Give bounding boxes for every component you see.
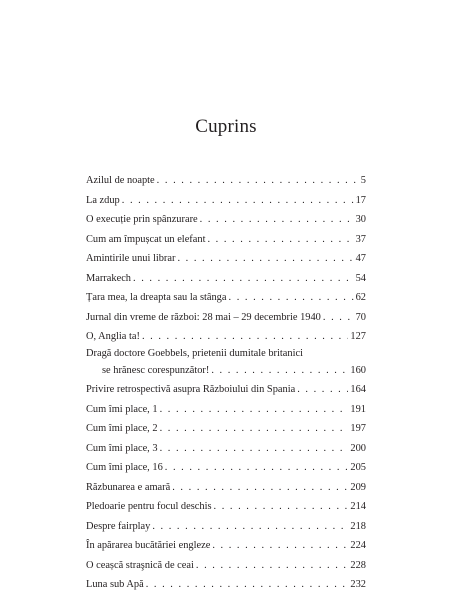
toc-entry-title: În apărarea bucătăriei engleze [86, 540, 211, 551]
toc-entry[interactable] [86, 380, 366, 400]
toc-entry-page: 62 [355, 292, 366, 303]
toc-entry-title: Jurnal din vreme de război: 28 mai – 29 decembrie 1940 [86, 311, 321, 323]
toc-entry-title: Marrakech [86, 272, 131, 284]
toc-entry[interactable] [86, 478, 366, 498]
toc-entry-title: O ceașcă straşnică de ceai [86, 559, 194, 571]
toc-entry-title: Răzbunarea e amară [86, 481, 171, 493]
toc-entry[interactable] [86, 419, 366, 439]
toc-entry-title: Cum îmi place, 3 [86, 442, 158, 454]
toc-entry-page: 218 [350, 520, 366, 532]
dot-leader [160, 419, 349, 439]
toc-entry[interactable] [86, 191, 366, 211]
toc-entry-title: Țara mea, la dreapta sau la stânga [86, 292, 227, 303]
dot-leader [142, 327, 348, 347]
toc-entry-page: 200 [350, 442, 366, 454]
toc-entry-page: 70 [355, 311, 366, 323]
dot-leader [133, 269, 354, 289]
dot-leader [211, 361, 348, 381]
toc-entry-title: Amintirile unui librar [86, 253, 176, 264]
toc-entry-title: O execuție prin spânzurare [86, 214, 198, 225]
toc-entry[interactable] [86, 230, 366, 250]
toc-entry-title: Privire retrospectivă asupra Războiului din Spania [86, 384, 296, 395]
dot-leader [160, 439, 349, 459]
dot-leader [196, 556, 349, 576]
toc-entry[interactable] [86, 400, 366, 420]
toc-entry[interactable] [86, 288, 366, 308]
toc-entry[interactable] [86, 327, 366, 347]
toc-entry[interactable] [86, 458, 366, 478]
toc-entry-page: 30 [355, 214, 366, 225]
toc-entry-title: Cum îmi place, 2 [86, 423, 158, 434]
dot-leader [212, 536, 348, 556]
toc-entry-page: 224 [350, 540, 366, 551]
toc-entry[interactable] [86, 347, 366, 381]
toc-entry-page: 191 [350, 403, 366, 415]
toc-entry-page: 160 [350, 364, 366, 376]
toc-entry-page: 47 [355, 253, 366, 264]
toc-entry-title: Cum îmi place, 1 [86, 403, 158, 415]
page-title: Cuprins [195, 116, 257, 137]
toc-entry-title: Pledoarie pentru focul deschis [86, 501, 212, 512]
toc-entry-title: Cum am împușcat un elefant [86, 233, 206, 245]
toc-entry-title: Azilul de noapte [86, 175, 155, 186]
toc-entry-page: 214 [350, 501, 366, 512]
toc-entry[interactable] [86, 497, 366, 517]
toc-entry[interactable] [86, 439, 366, 459]
toc-entry-title: Cum îmi place, 16 [86, 462, 163, 473]
toc-entry[interactable] [86, 210, 366, 230]
toc-entry-title-continued: se hrănesc corespunzător! [102, 364, 210, 376]
toc-entry-title: Despre fairplay [86, 520, 151, 532]
dot-leader [172, 478, 348, 498]
dot-leader [157, 171, 359, 191]
toc-entry-page: 209 [350, 481, 366, 493]
toc-entry-page: 37 [355, 233, 366, 245]
toc-entry-page: 205 [350, 462, 366, 473]
toc-entry[interactable] [86, 575, 366, 595]
dot-leader [177, 249, 353, 269]
dot-leader [207, 230, 353, 250]
toc-entry[interactable] [86, 556, 366, 576]
dot-leader [160, 400, 349, 420]
table-of-contents [86, 171, 366, 595]
dot-leader [297, 380, 348, 400]
dot-leader [122, 191, 354, 211]
toc-entry[interactable] [86, 308, 366, 328]
toc-entry-page: 228 [350, 559, 366, 571]
dot-leader [165, 458, 349, 478]
toc-entry-page: 197 [350, 423, 366, 434]
toc-entry[interactable] [86, 536, 366, 556]
toc-entry-page: 17 [355, 194, 366, 206]
dot-leader [214, 497, 349, 517]
dot-leader [229, 288, 354, 308]
dot-leader [323, 308, 354, 328]
toc-entry-title: O, Anglia ta! [86, 331, 140, 342]
toc-entry-title: Dragă doctore Goebbels, prietenii dumitale britanici [86, 347, 303, 359]
toc-entry-page: 54 [355, 272, 366, 284]
toc-entry[interactable] [86, 249, 366, 269]
dot-leader [152, 517, 348, 537]
toc-entry[interactable] [86, 517, 366, 537]
toc-entry[interactable] [86, 269, 366, 289]
dot-leader [200, 210, 354, 230]
toc-entry-title: Luna sub Apă [86, 579, 144, 590]
dot-leader [146, 575, 349, 595]
toc-entry-title: La zdup [86, 194, 120, 206]
toc-entry[interactable] [86, 171, 366, 191]
toc-entry-page: 5 [360, 175, 366, 186]
toc-entry-page: 127 [350, 331, 366, 342]
toc-entry-page: 232 [350, 579, 366, 590]
toc-entry-page: 164 [350, 384, 366, 395]
